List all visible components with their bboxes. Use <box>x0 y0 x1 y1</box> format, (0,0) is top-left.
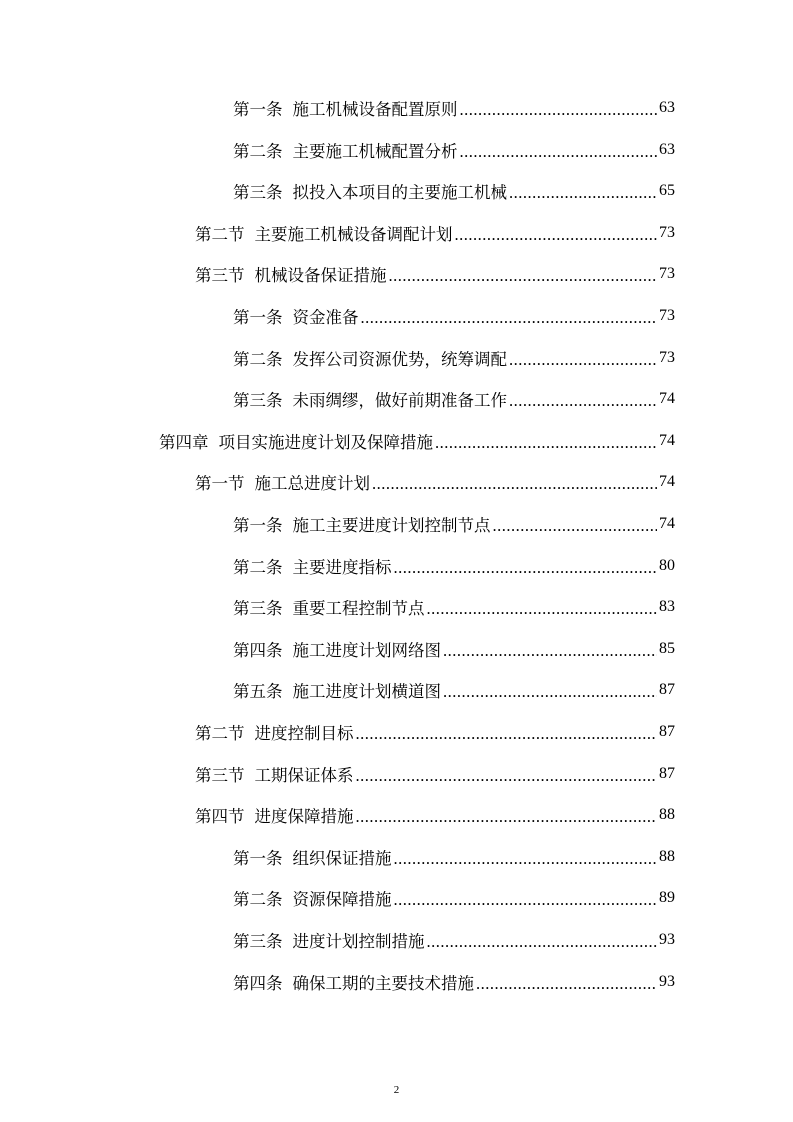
toc-entry-title: 施工总进度计划 <box>254 474 370 493</box>
toc-entry-number: 第二条 <box>233 142 283 161</box>
toc-entry-page: 73 <box>659 349 675 366</box>
toc-entry-number: 第一节 <box>195 474 245 493</box>
toc-entry-page: 80 <box>659 557 675 574</box>
page-number: 2 <box>393 1084 400 1096</box>
toc-dot-leader <box>356 766 658 786</box>
toc-entry[interactable] <box>233 629 675 669</box>
toc-entry[interactable] <box>233 171 675 211</box>
toc-entry-page: 63 <box>659 99 675 116</box>
toc-entry-title: 重要工程控制节点 <box>292 599 425 618</box>
toc-entry-title: 未雨绸缪，做好前期准备工作 <box>292 391 507 410</box>
toc-entry-title: 发挥公司资源优势，统筹调配 <box>292 350 507 369</box>
toc-entry-page: 74 <box>659 432 675 449</box>
toc-entry-page: 89 <box>659 889 675 906</box>
toc-entry-title: 拟投入本项目的主要施工机械 <box>292 183 507 202</box>
toc-entry-title: 施工进度计划网络图 <box>292 641 441 660</box>
toc-entry[interactable] <box>233 962 675 1002</box>
toc-entry-page: 87 <box>659 765 675 782</box>
toc-dot-leader <box>394 890 658 910</box>
toc-entry-title: 组织保证措施 <box>292 849 392 868</box>
toc-entry-page: 73 <box>659 265 675 282</box>
toc-entry-number: 第四章 <box>159 433 209 452</box>
toc-entry-number: 第二节 <box>195 225 245 244</box>
toc-entry-number: 第三条 <box>233 932 283 951</box>
toc-entry-title: 进度计划控制措施 <box>292 932 425 951</box>
toc-dot-leader <box>356 807 658 827</box>
toc-entry[interactable] <box>233 920 675 960</box>
toc-entry[interactable] <box>233 130 675 170</box>
toc-entry-number: 第一条 <box>233 849 283 868</box>
toc-dot-leader <box>361 308 658 328</box>
toc-dot-leader <box>493 516 658 536</box>
toc-entry-page: 85 <box>659 640 675 657</box>
toc-entry[interactable] <box>233 546 675 586</box>
toc-entry-title: 确保工期的主要技术措施 <box>292 974 474 993</box>
toc-entry-number: 第二条 <box>233 350 283 369</box>
toc-entry-page: 83 <box>659 598 675 615</box>
toc-entry-title: 项目实施进度计划及保障措施 <box>218 433 433 452</box>
toc-entry-page: 93 <box>659 973 675 990</box>
toc-entry-title: 施工主要进度计划控制节点 <box>292 516 491 535</box>
toc-entry[interactable] <box>195 462 675 502</box>
toc-entry[interactable] <box>195 754 675 794</box>
toc-entry-title: 资源保障措施 <box>292 890 392 909</box>
toc-dot-leader <box>394 849 658 869</box>
toc-entry-page: 88 <box>659 806 675 823</box>
toc-entry-number: 第四节 <box>195 807 245 826</box>
toc-dot-leader <box>435 433 657 453</box>
toc-entry-title: 进度保障措施 <box>254 807 354 826</box>
toc-dot-leader <box>389 266 658 286</box>
toc-entry-page: 87 <box>659 723 675 740</box>
toc-entry-number: 第三条 <box>233 183 283 202</box>
toc-entry[interactable] <box>233 878 675 918</box>
toc-entry-title: 施工进度计划横道图 <box>292 682 441 701</box>
toc-entry[interactable] <box>233 837 675 877</box>
toc-entry[interactable] <box>195 795 675 835</box>
toc-entry[interactable] <box>233 379 675 419</box>
toc-dot-leader <box>443 641 657 661</box>
toc-entry[interactable] <box>233 587 675 627</box>
toc-entry-number: 第四条 <box>233 641 283 660</box>
toc-entry[interactable] <box>233 88 675 128</box>
toc-entry-number: 第二节 <box>195 724 245 743</box>
toc-entry-title: 主要施工机械配置分析 <box>292 142 458 161</box>
toc-dot-leader <box>509 183 657 203</box>
toc-entry[interactable] <box>159 421 675 461</box>
toc-dot-leader <box>427 932 658 952</box>
toc-dot-leader <box>460 100 658 120</box>
toc-entry-title: 资金准备 <box>292 308 359 327</box>
toc-dot-leader <box>509 350 657 370</box>
toc-entry-title: 进度控制目标 <box>254 724 354 743</box>
toc-entry[interactable] <box>233 670 675 710</box>
toc-entry-number: 第四条 <box>233 974 283 993</box>
toc-dot-leader <box>372 474 657 494</box>
toc-entry[interactable] <box>195 254 675 294</box>
toc-entry-page: 73 <box>659 307 675 324</box>
toc-entry-number: 第三节 <box>195 766 245 785</box>
toc-entry-number: 第二条 <box>233 558 283 577</box>
toc-entry-page: 73 <box>659 224 675 241</box>
toc-entry-title: 工期保证体系 <box>254 766 354 785</box>
toc-entry-page: 65 <box>659 182 675 199</box>
toc-entry-number: 第三节 <box>195 266 245 285</box>
toc-dot-leader <box>443 682 657 702</box>
toc-entry-page: 93 <box>659 931 675 948</box>
toc-entry-number: 第五条 <box>233 682 283 701</box>
toc-dot-leader <box>460 142 658 162</box>
toc-entry-title: 机械设备保证措施 <box>254 266 387 285</box>
toc-entry[interactable] <box>195 712 675 752</box>
toc-entry-title: 主要施工机械设备调配计划 <box>254 225 453 244</box>
toc-entry[interactable] <box>233 504 675 544</box>
toc-dot-leader <box>394 558 658 578</box>
toc-entry-number: 第三条 <box>233 391 283 410</box>
toc-dot-leader <box>455 225 658 245</box>
toc-entry-page: 88 <box>659 848 675 865</box>
toc-entry-page: 87 <box>659 681 675 698</box>
toc-entry-number: 第一条 <box>233 308 283 327</box>
toc-dot-leader <box>356 724 658 744</box>
toc-entry-number: 第一条 <box>233 516 283 535</box>
toc-entry-number: 第二条 <box>233 890 283 909</box>
toc-entry-page: 74 <box>659 390 675 407</box>
toc-entry-title: 主要进度指标 <box>292 558 392 577</box>
toc-entry-number: 第三条 <box>233 599 283 618</box>
toc-dot-leader <box>427 599 658 619</box>
toc-entry[interactable] <box>233 296 675 336</box>
toc-entry-number: 第一条 <box>233 100 283 119</box>
toc-dot-leader <box>509 391 657 411</box>
toc-entry-page: 74 <box>659 473 675 490</box>
toc-entry[interactable] <box>195 213 675 253</box>
toc-entry[interactable] <box>233 338 675 378</box>
toc-entry-page: 63 <box>659 141 675 158</box>
toc-entry-title: 施工机械设备配置原则 <box>292 100 458 119</box>
toc-dot-leader <box>476 974 657 994</box>
toc-entry-page: 74 <box>659 515 675 532</box>
